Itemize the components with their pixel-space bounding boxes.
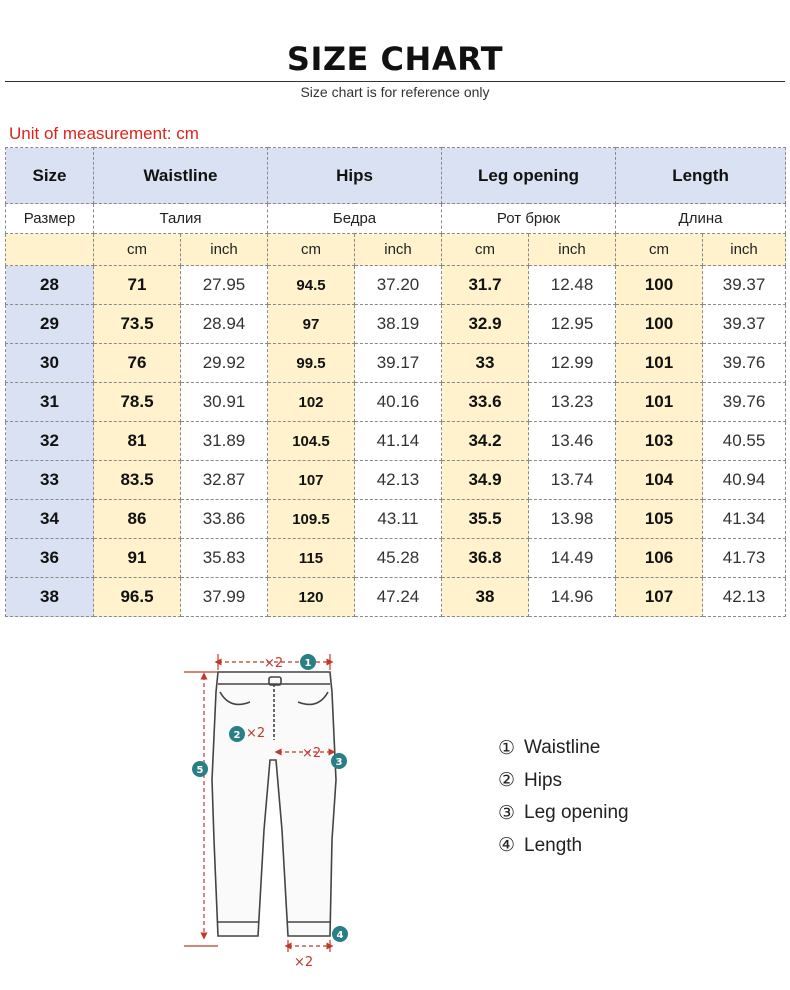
cell-size: 38 [6, 578, 94, 617]
cell-waist-cm: 78.5 [94, 383, 181, 422]
unit-inch: inch [529, 234, 616, 266]
cell-length-cm: 107 [616, 578, 703, 617]
cell-length-inch: 41.34 [703, 500, 786, 539]
legend-label: Leg opening [524, 802, 629, 824]
table-row [6, 305, 786, 344]
legend-number: ③ [498, 802, 516, 824]
cell-size: 32 [6, 422, 94, 461]
legend-item-leg-opening [498, 797, 629, 830]
header-hips-ru: Бедра [268, 204, 442, 234]
table-row [6, 578, 786, 617]
cell-leg-cm: 33.6 [442, 383, 529, 422]
cell-leg-inch: 13.23 [529, 383, 616, 422]
header-waistline: Waistline [94, 148, 268, 204]
header-length-ru: Длина [616, 204, 786, 234]
header-row-ru [6, 204, 786, 234]
cell-hips-cm: 115 [268, 539, 355, 578]
cell-hips-inch: 39.17 [355, 344, 442, 383]
cell-waist-inch: 35.83 [181, 539, 268, 578]
cell-size: 29 [6, 305, 94, 344]
marker-4: 4 [336, 930, 344, 941]
cell-leg-cm: 32.9 [442, 305, 529, 344]
cell-leg-cm: 31.7 [442, 266, 529, 305]
unit-cm: cm [442, 234, 529, 266]
table-row [6, 422, 786, 461]
cell-waist-cm: 86 [94, 500, 181, 539]
header-leg-opening: Leg opening [442, 148, 616, 204]
legend-label: Waistline [524, 737, 601, 759]
cell-hips-inch: 42.13 [355, 461, 442, 500]
cell-leg-inch: 12.99 [529, 344, 616, 383]
cell-hips-inch: 40.16 [355, 383, 442, 422]
cell-waist-cm: 81 [94, 422, 181, 461]
cell-length-inch: 40.55 [703, 422, 786, 461]
cell-hips-cm: 120 [268, 578, 355, 617]
table-row [6, 461, 786, 500]
cell-length-inch: 39.76 [703, 383, 786, 422]
cell-hips-inch: 45.28 [355, 539, 442, 578]
unit-blank [6, 234, 94, 266]
cell-size: 31 [6, 383, 94, 422]
cell-waist-inch: 30.91 [181, 383, 268, 422]
size-table [5, 147, 786, 617]
cell-leg-cm: 35.5 [442, 500, 529, 539]
marker-5: 5 [196, 765, 204, 776]
header-length: Length [616, 148, 786, 204]
header-waistline-ru: Талия [94, 204, 268, 234]
unit-note: Unit of measurement: cm [9, 124, 199, 143]
header-leg-opening-ru: Рот брюк [442, 204, 616, 234]
cell-leg-cm: 34.2 [442, 422, 529, 461]
cell-waist-inch: 33.86 [181, 500, 268, 539]
cell-leg-cm: 34.9 [442, 461, 529, 500]
marker-2: 2 [233, 730, 241, 741]
legend-number: ① [498, 737, 516, 759]
cell-size: 28 [6, 266, 94, 305]
header-size: Size [6, 148, 94, 204]
cell-waist-inch: 37.99 [181, 578, 268, 617]
legend-item-length [498, 830, 629, 863]
cell-size: 30 [6, 344, 94, 383]
cell-size: 36 [6, 539, 94, 578]
cell-leg-inch: 13.46 [529, 422, 616, 461]
table-row [6, 383, 786, 422]
cell-size: 33 [6, 461, 94, 500]
cell-hips-cm: 99.5 [268, 344, 355, 383]
legend-label: Hips [524, 769, 563, 791]
header-size-ru: Размер [6, 204, 94, 234]
cell-hips-cm: 107 [268, 461, 355, 500]
cell-waist-cm: 91 [94, 539, 181, 578]
cell-length-cm: 100 [616, 266, 703, 305]
pants-diagram [180, 640, 370, 980]
cell-waist-cm: 83.5 [94, 461, 181, 500]
title-divider [5, 81, 785, 82]
marker-3: 3 [335, 757, 343, 768]
cell-length-cm: 100 [616, 305, 703, 344]
header-hips: Hips [268, 148, 442, 204]
hips-multiplier: ×2 [246, 726, 266, 741]
cell-length-inch: 42.13 [703, 578, 786, 617]
unit-cm: cm [616, 234, 703, 266]
cell-leg-inch: 14.49 [529, 539, 616, 578]
cell-hips-inch: 47.24 [355, 578, 442, 617]
waist-multiplier: ×2 [264, 656, 284, 671]
unit-row [6, 234, 786, 266]
cell-waist-cm: 71 [94, 266, 181, 305]
cell-length-cm: 103 [616, 422, 703, 461]
table-row [6, 539, 786, 578]
cell-hips-inch: 41.14 [355, 422, 442, 461]
pants-outline [212, 672, 336, 936]
unit-inch: inch [703, 234, 786, 266]
cell-leg-cm: 38 [442, 578, 529, 617]
cell-waist-inch: 28.94 [181, 305, 268, 344]
header-row-en [6, 148, 786, 204]
table-row [6, 344, 786, 383]
cell-leg-cm: 33 [442, 344, 529, 383]
cell-size: 34 [6, 500, 94, 539]
cell-waist-inch: 27.95 [181, 266, 268, 305]
cell-hips-inch: 38.19 [355, 305, 442, 344]
cell-hips-cm: 102 [268, 383, 355, 422]
cell-hips-cm: 109.5 [268, 500, 355, 539]
cell-waist-inch: 32.87 [181, 461, 268, 500]
cell-waist-cm: 73.5 [94, 305, 181, 344]
marker-1: 1 [304, 658, 312, 669]
cell-length-cm: 101 [616, 344, 703, 383]
legend-item-hips [498, 765, 629, 798]
cell-length-cm: 105 [616, 500, 703, 539]
unit-inch: inch [355, 234, 442, 266]
unit-inch: inch [181, 234, 268, 266]
unit-cm: cm [94, 234, 181, 266]
cell-hips-inch: 43.11 [355, 500, 442, 539]
cell-length-inch: 39.37 [703, 305, 786, 344]
unit-cm: cm [268, 234, 355, 266]
table-row [6, 266, 786, 305]
legend-label: Length [524, 834, 583, 856]
cell-length-inch: 41.73 [703, 539, 786, 578]
cell-waist-inch: 31.89 [181, 422, 268, 461]
cell-leg-cm: 36.8 [442, 539, 529, 578]
legend-number: ④ [498, 835, 516, 857]
cell-hips-cm: 104.5 [268, 422, 355, 461]
cell-hips-inch: 37.20 [355, 266, 442, 305]
table-row [6, 500, 786, 539]
cell-waist-cm: 96.5 [94, 578, 181, 617]
cell-leg-inch: 12.48 [529, 266, 616, 305]
cell-length-inch: 39.37 [703, 266, 786, 305]
cell-leg-inch: 13.98 [529, 500, 616, 539]
cell-length-cm: 106 [616, 539, 703, 578]
hem-multiplier: ×2 [294, 955, 314, 970]
cell-length-cm: 101 [616, 383, 703, 422]
cell-hips-cm: 94.5 [268, 266, 355, 305]
measurement-legend [498, 732, 629, 862]
cell-leg-inch: 12.95 [529, 305, 616, 344]
cell-hips-cm: 97 [268, 305, 355, 344]
cell-leg-inch: 14.96 [529, 578, 616, 617]
cell-waist-cm: 76 [94, 344, 181, 383]
cell-leg-inch: 13.74 [529, 461, 616, 500]
subtitle: Size chart is for reference only [300, 84, 490, 100]
cell-waist-inch: 29.92 [181, 344, 268, 383]
legend-item-waistline [498, 732, 629, 765]
cell-length-inch: 39.76 [703, 344, 786, 383]
page-title: SIZE CHART [286, 40, 504, 78]
data-rows [6, 266, 786, 617]
legend-number: ② [498, 770, 516, 792]
cell-length-inch: 40.94 [703, 461, 786, 500]
cell-length-cm: 104 [616, 461, 703, 500]
leg-opening-multiplier: ×2 [302, 746, 322, 761]
